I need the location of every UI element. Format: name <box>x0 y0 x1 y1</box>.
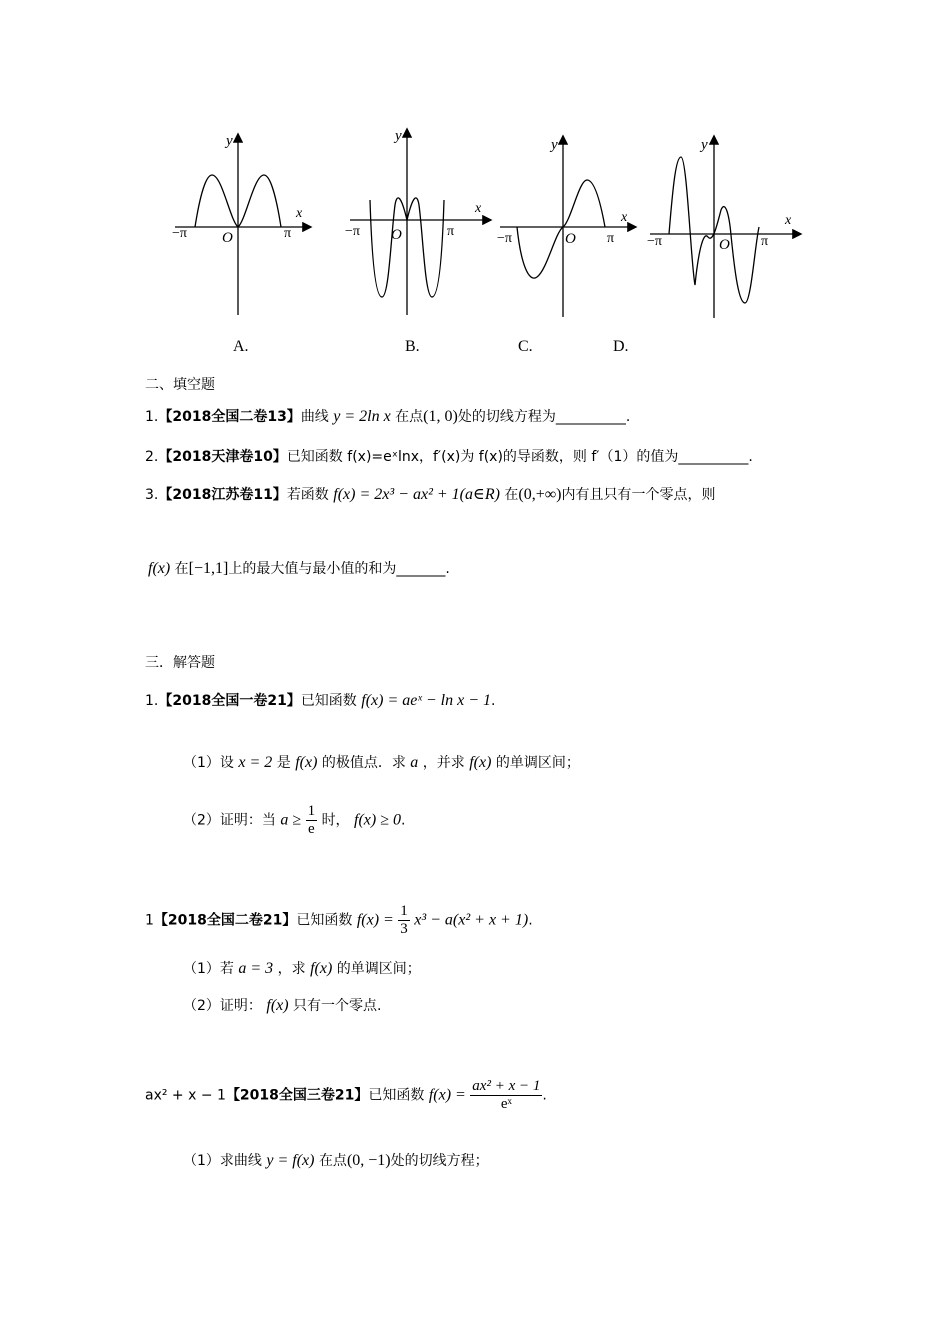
question-number: 1 <box>145 912 154 929</box>
question: 1.【2018全国二卷13】曲线 y = 2ln x 在点(1, 0)处的切线方程为__________. <box>145 408 631 425</box>
origin-label: O <box>222 230 233 246</box>
fraction: $\frac{\text{ax² + x − 1}}{\text{eˣ}}$ <box>472 1078 541 1112</box>
neg-pi-label: −π <box>172 226 187 241</box>
question-number: 1. <box>145 693 159 709</box>
question-part: （2）证明：当 a ≥ $\frac{1}{e}$ 时， f(x) ≥ 0. <box>183 803 406 837</box>
question-number: 1. <box>145 409 159 425</box>
fraction: $\frac{1}{3}$ <box>400 903 408 937</box>
math: (0,+∞) <box>518 486 562 503</box>
y-label: y <box>226 133 233 149</box>
math: f(x) <box>148 560 171 577</box>
question-part: （1）若 a = 3 ，求 f(x) 的单调区间； <box>183 960 421 977</box>
question: 1【2018全国二卷21】已知函数 f(x) = $\frac{1}{3}$ x³ − a(x² + x + 1). <box>145 903 533 937</box>
question-number: ax² + x − 1 <box>145 1087 226 1104</box>
neg-pi-label: −π <box>345 224 360 239</box>
y-label: y <box>395 128 402 144</box>
x-label: x <box>296 206 303 221</box>
pi-label: π <box>607 231 615 246</box>
option-d-label: D. <box>613 338 629 355</box>
option-b-label: B. <box>405 338 420 355</box>
math: (0, −1) <box>346 1152 391 1169</box>
question-number: 3. <box>145 487 159 503</box>
question-tag: 【2018全国三卷21】 <box>225 1087 369 1104</box>
question-tag: 【2018全国二卷13】 <box>158 409 301 425</box>
question: 2.【2018天津卷10】已知函数 f(x)=eˣlnx，f′(x)为 f(x)的导函数，则 f′（1）的值为__________. <box>145 449 753 465</box>
origin-label: O <box>565 231 576 247</box>
math: f(x) <box>266 997 289 1014</box>
neg-pi-label: −π <box>647 234 662 249</box>
y-label: y <box>551 137 558 153</box>
question-part: （1）设 x = 2 是 f(x) 的极值点．求 a ，并求 f(x) 的单调区间； <box>183 754 580 771</box>
math: f(x) = <box>356 911 394 929</box>
option-graphs <box>160 125 810 325</box>
graph-b <box>345 125 495 325</box>
graph-c <box>495 125 645 325</box>
option-c-label: C. <box>518 338 533 355</box>
question-part: （2）证明： f(x) 只有一个零点. <box>183 997 382 1014</box>
question-tag: 【2018天津卷10】 <box>158 449 287 465</box>
x-label: x <box>475 201 482 216</box>
math: [−1,1] <box>188 560 229 577</box>
question-part: （1）求曲线 y = f(x) 在点(0, −1)处的切线方程； <box>183 1152 489 1169</box>
math: f(x) = 2x³ − ax² + 1(a∈R) <box>333 486 500 503</box>
x-label: x <box>785 213 792 228</box>
option-a-label: A. <box>233 338 249 355</box>
section-heading: 三．解答题 <box>145 655 215 671</box>
math: f(x) <box>310 960 333 977</box>
origin-label: O <box>719 237 730 253</box>
section-heading: 二、填空题 <box>145 377 215 393</box>
question-tag: 【2018全国一卷21】 <box>158 693 301 709</box>
math: x³ − a(x² + x + 1) <box>414 911 529 929</box>
question: 3.【2018江苏卷11】若函数 f(x) = 2x³ − ax² + 1(a∈R) 在(0,+∞)内有且只有一个零点，则 <box>145 486 716 503</box>
math: a ≥ <box>280 811 302 829</box>
question-tag: 【2018江苏卷11】 <box>158 487 287 503</box>
math: x = 2 <box>238 754 273 771</box>
question-cont: f(x) 在[−1,1]上的最大值与最小值的和为_______. <box>148 560 450 577</box>
math: y = f(x) <box>266 1152 315 1169</box>
pi-label: π <box>761 234 769 249</box>
neg-pi-label: −π <box>497 231 512 246</box>
x-label: x <box>621 210 628 225</box>
math: a <box>410 754 419 771</box>
graph-a <box>160 125 320 325</box>
question: ax² + x − 1【2018全国三卷21】已知函数 f(x) = $\frac{\text{ax² + x − 1}}{\text{eˣ}}$ . <box>145 1078 547 1112</box>
math: f(x) ≥ 0 <box>354 811 401 829</box>
math: f(x) = aeˣ − ln x − 1 <box>361 692 492 709</box>
question-number: 2. <box>145 449 159 465</box>
math: y = 2ln x <box>333 408 391 425</box>
question-tag: 【2018全国二卷21】 <box>153 912 297 929</box>
math: f(x) = <box>428 1086 466 1104</box>
pi-label: π <box>447 224 455 239</box>
math: f(x) <box>295 754 318 771</box>
y-label: y <box>701 137 708 153</box>
question: 1.【2018全国一卷21】已知函数 f(x) = aeˣ − ln x − 1. <box>145 692 496 709</box>
math: (1, 0) <box>423 408 458 425</box>
pi-label: π <box>284 226 292 241</box>
graph-d <box>645 125 810 325</box>
math: a = 3 <box>238 960 274 977</box>
origin-label: O <box>391 227 402 243</box>
fraction: $\frac{1}{e}$ <box>307 803 316 837</box>
math: f(x) <box>469 754 492 771</box>
